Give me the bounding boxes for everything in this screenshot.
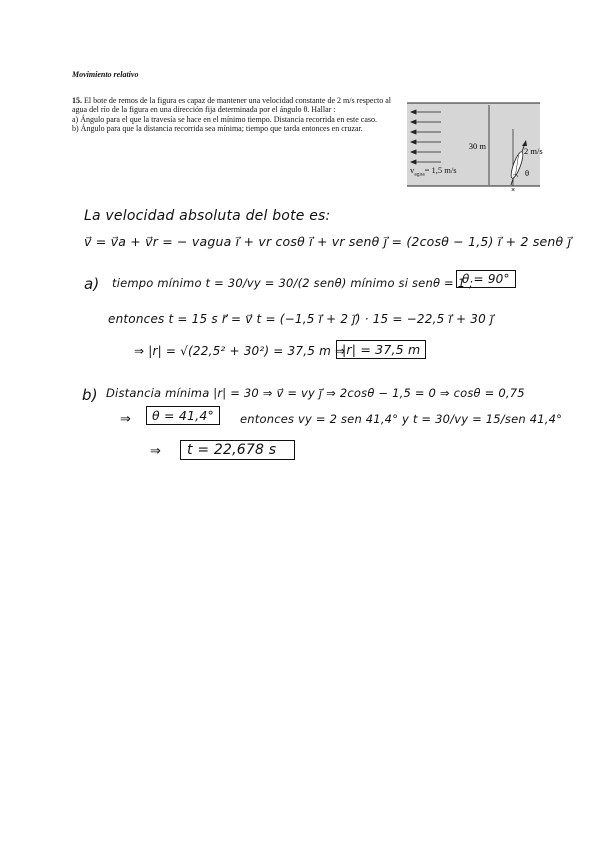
part-b-result-time: t = 22,678 s: [180, 440, 295, 460]
part-b-label: b): [82, 386, 98, 404]
part-b-line1: Distancia mínima |r| = 30 ⇒ v⃗ = vy j⃗ ⇒ 2cosθ − 1,5 = 0 ⇒ cosθ = 0,75: [106, 386, 525, 400]
water-speed-label: $v_{agua}= 1,5$ m/s: [410, 165, 457, 178]
part-a-line3: ⇒ |r| = √(22,5² + 30²) = 37,5 m ⇒: [134, 344, 346, 358]
svg-text:×: ×: [511, 187, 516, 194]
part-a-result-angle: θ = 90°: [456, 270, 516, 288]
problem-text: El bote de remos de la figura es capaz de mantener una velocidad constante de 2 m/s respecto al agua del río de la figura en una dirección fija determinada por el ángulo θ. Hallar :: [72, 96, 391, 115]
river-boat-figure: [407, 99, 543, 194]
width-label: 30 m: [468, 141, 486, 151]
velocity-equation: v⃗ = v⃗a + v⃗r = − vagua i⃗ + vr cosθ i⃗ + vr senθ j⃗ = (2cosθ − 1,5) i⃗ + 2 senθ j⃗: [84, 234, 572, 249]
part-b-arrow-2: ⇒: [150, 444, 162, 459]
solution-intro: La velocidad absoluta del bote es:: [84, 208, 331, 224]
section-heading: Movimiento relativo: [72, 70, 139, 79]
problem-intro: [72, 96, 402, 115]
angle-label: θ: [525, 168, 530, 178]
part-a-result-distance: |r| = 37,5 m: [336, 340, 426, 359]
problem-number: 15.: [72, 96, 82, 105]
part-a-line1: tiempo mínimo t = 30/vy = 30/(2 senθ) mínimo si senθ = 1 ;: [112, 276, 474, 290]
part-a-label: a): [84, 275, 100, 293]
problem-part-a: a) Ángulo para el que la travesía se hace en el mínimo tiempo. Distancia recorrida en este caso.: [72, 114, 377, 124]
part-b-line2: entonces vy = 2 sen 41,4° y t = 30/vy = 15/sen 41,4°: [240, 412, 563, 426]
problem-part-b: b) Ángulo para que la distancia recorrida sea mínima; tiempo que tarda entonces en cruzar.: [72, 124, 363, 134]
boat-speed-label: 2 m/s: [524, 146, 543, 156]
part-b-arrow-1: ⇒: [120, 412, 132, 427]
part-a-line2: entonces t = 15 s r⃗ = v⃗ t = (−1,5 i⃗ + 2 j⃗) · 15 = −22,5 i⃗ + 30 j⃗: [108, 312, 494, 326]
problem-statement: [72, 96, 402, 134]
part-b-result-angle: θ = 41,4°: [146, 406, 220, 425]
